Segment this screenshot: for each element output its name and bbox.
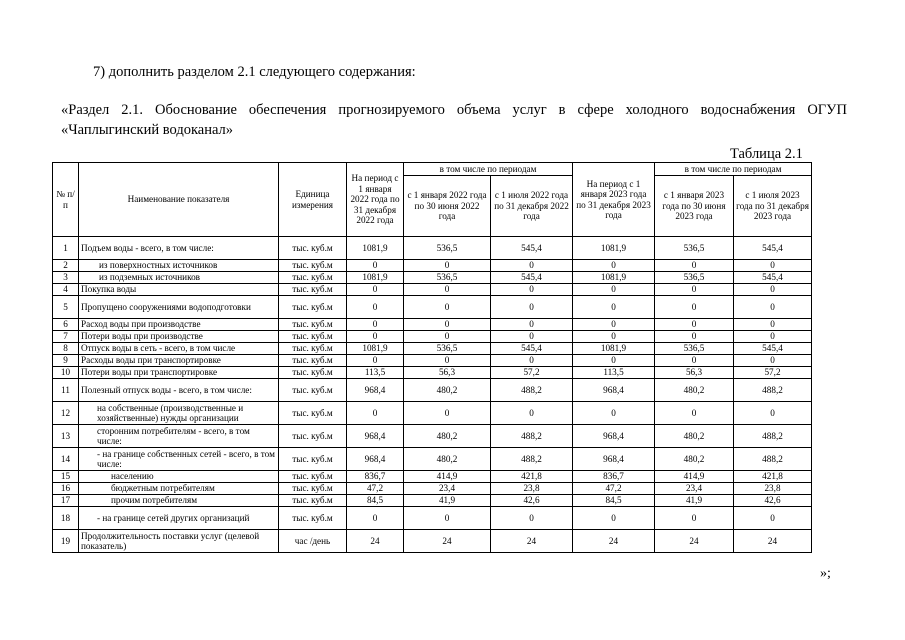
row-value: 56,3 [655,367,734,379]
row-value: 24 [491,530,573,553]
section-word: в [558,102,566,118]
row-unit: тыс. куб.м [279,425,347,448]
table-row [53,425,812,448]
section-word: «Раздел [61,102,110,118]
row-value: 536,5 [655,343,734,355]
row-value: 488,2 [734,379,812,402]
row-number: 7 [53,331,79,343]
row-unit: тыс. куб.м [279,260,347,272]
row-value: 414,9 [404,471,491,483]
row-name: населению [79,471,279,483]
row-number: 11 [53,379,79,402]
row-number: 3 [53,272,79,284]
row-value: 545,4 [491,237,573,260]
row-unit: тыс. куб.м [279,319,347,331]
row-value: 536,5 [404,237,491,260]
row-value: 0 [491,402,573,425]
row-number: 2 [53,260,79,272]
header-period-2022: На период с 1 января 2022 года по 31 декабря 2022 года [347,163,404,237]
row-number: 17 [53,495,79,507]
row-name: сторонним потребителям - всего, в том числе: [79,425,279,448]
row-value: 0 [491,355,573,367]
row-value: 0 [573,355,655,367]
row-value: 0 [573,402,655,425]
header-name: Наименование показателя [79,163,279,237]
row-value: 0 [734,260,812,272]
row-number: 9 [53,355,79,367]
row-value: 0 [655,331,734,343]
row-value: 968,4 [347,425,404,448]
table-row [53,495,812,507]
row-unit: тыс. куб.м [279,402,347,425]
row-value: 0 [573,284,655,296]
row-value: 968,4 [573,425,655,448]
row-name: Подъем воды - всего, в том числе: [79,237,279,260]
section-heading [61,100,847,140]
row-value: 421,8 [491,471,573,483]
row-number: 19 [53,530,79,553]
row-value: 488,2 [734,448,812,471]
row-value: 1081,9 [573,343,655,355]
row-value: 0 [491,260,573,272]
header-incl-2023: в том числе по периодам [655,163,812,176]
row-number: 8 [53,343,79,355]
row-value: 47,2 [347,483,404,495]
row-unit: тыс. куб.м [279,367,347,379]
row-value: 23,4 [655,483,734,495]
row-value: 24 [734,530,812,553]
row-unit: час /день [279,530,347,553]
section-word: холодного [625,102,689,118]
header-h1-2022: с 1 января 2022 года по 30 июня 2022 года [404,176,491,237]
row-value: 488,2 [734,425,812,448]
table-row [53,367,812,379]
row-unit: тыс. куб.м [279,237,347,260]
row-value: 0 [734,284,812,296]
row-value: 0 [655,507,734,530]
row-value: 0 [491,319,573,331]
row-value: 0 [404,296,491,319]
row-value: 1081,9 [573,237,655,260]
table-row [53,284,812,296]
row-name: Потери воды при производстве [79,331,279,343]
row-unit: тыс. куб.м [279,296,347,319]
table-row [53,343,812,355]
row-value: 480,2 [404,379,491,402]
table-row [53,319,812,331]
row-value: 0 [491,507,573,530]
row-name: Расходы воды при транспортировке [79,355,279,367]
row-value: 0 [347,507,404,530]
row-name: Продолжительность поставки услуг (целевой показатель) [79,530,279,553]
row-name: из подземных источников [79,272,279,284]
row-value: 1081,9 [573,272,655,284]
row-value: 545,4 [491,343,573,355]
row-value: 0 [734,296,812,319]
row-value: 0 [404,284,491,296]
row-unit: тыс. куб.м [279,495,347,507]
row-value: 480,2 [655,448,734,471]
row-unit: тыс. куб.м [279,272,347,284]
row-name: Полезный отпуск воды - всего, в том числе: [79,379,279,402]
section-heading-line1 [61,100,847,120]
header-period-2023: На период с 1 января 2023 года по 31 декабря 2023 года [573,163,655,237]
row-value: 0 [347,284,404,296]
row-value: 0 [573,260,655,272]
row-value: 0 [655,355,734,367]
row-value: 0 [655,319,734,331]
row-value: 545,4 [734,272,812,284]
row-number: 12 [53,402,79,425]
row-value: 0 [734,402,812,425]
row-value: 0 [573,319,655,331]
row-number: 4 [53,284,79,296]
row-value: 56,3 [404,367,491,379]
row-unit: тыс. куб.м [279,355,347,367]
row-number: 18 [53,507,79,530]
row-name: Отпуск воды в сеть - всего, в том числе [79,343,279,355]
row-number: 16 [53,483,79,495]
section-word: прогнозируемого [338,102,445,118]
row-unit: тыс. куб.м [279,471,347,483]
row-value: 0 [573,296,655,319]
row-value: 480,2 [655,425,734,448]
row-value: 0 [404,319,491,331]
row-name: Покупка воды [79,284,279,296]
row-value: 0 [734,355,812,367]
section-word: обеспечения [248,102,327,118]
row-value: 0 [347,260,404,272]
row-name: Пропущено сооружениями водоподготовки [79,296,279,319]
row-value: 0 [491,284,573,296]
table-row [53,296,812,319]
row-value: 0 [655,402,734,425]
row-number: 13 [53,425,79,448]
row-value: 0 [491,296,573,319]
header-h2-2022: с 1 июля 2022 года по 31 декабря 2022 года [491,176,573,237]
row-value: 0 [573,507,655,530]
row-value: 0 [347,319,404,331]
row-name: - на границе собственных сетей - всего, в том числе: [79,448,279,471]
row-value: 42,6 [734,495,812,507]
row-value: 24 [655,530,734,553]
row-value: 480,2 [404,448,491,471]
row-value: 0 [734,319,812,331]
row-value: 0 [404,331,491,343]
row-unit: тыс. куб.м [279,331,347,343]
table-row [53,272,812,284]
row-unit: тыс. куб.м [279,507,347,530]
table-row [53,355,812,367]
row-unit: тыс. куб.м [279,284,347,296]
row-value: 488,2 [491,448,573,471]
row-name: на собственные (производственные и хозяйственные) нужды организации [79,402,279,425]
table-row [53,530,812,553]
row-value: 0 [734,331,812,343]
row-value: 1081,9 [347,237,404,260]
row-value: 57,2 [734,367,812,379]
row-value: 968,4 [347,379,404,402]
row-value: 0 [347,331,404,343]
table-row [53,507,812,530]
row-value: 113,5 [347,367,404,379]
section-word: ОГУП [807,102,847,118]
row-value: 24 [573,530,655,553]
row-number: 6 [53,319,79,331]
header-num: № п/п [53,163,79,237]
header-h1-2023: с 1 января 2023 года по 30 июня 2023 года [655,176,734,237]
row-name: Потери воды при транспортировке [79,367,279,379]
row-name: прочим потребителям [79,495,279,507]
row-number: 14 [53,448,79,471]
row-value: 545,4 [734,237,812,260]
row-unit: тыс. куб.м [279,343,347,355]
table-row [53,448,812,471]
row-name: - на границе сетей других организаций [79,507,279,530]
row-value: 24 [404,530,491,553]
table-row [53,402,812,425]
row-value: 0 [404,355,491,367]
row-value: 1081,9 [347,272,404,284]
row-value: 47,2 [573,483,655,495]
section-word: водоснабжения [700,102,796,118]
row-value: 0 [491,331,573,343]
row-value: 480,2 [655,379,734,402]
row-value: 0 [573,331,655,343]
table-body [53,237,812,553]
row-value: 0 [347,355,404,367]
row-number: 1 [53,237,79,260]
row-name: Расход воды при производстве [79,319,279,331]
row-value: 0 [734,507,812,530]
row-value: 536,5 [655,237,734,260]
row-value: 0 [655,260,734,272]
table-row [53,471,812,483]
header-h2-2023: с 1 июля 2023 года по 31 декабря 2023 года [734,176,812,237]
row-value: 0 [655,284,734,296]
intro-paragraph: 7) дополнить разделом 2.1 следующего содержания: [93,64,416,80]
row-value: 836,7 [573,471,655,483]
row-value: 0 [347,296,404,319]
row-value: 536,5 [655,272,734,284]
row-value: 536,5 [404,272,491,284]
row-unit: тыс. куб.м [279,379,347,402]
row-name: бюджетным потребителям [79,483,279,495]
table-row [53,483,812,495]
table-label: Таблица 2.1 [730,146,803,162]
section-word: Обоснование [154,102,237,118]
row-unit: тыс. куб.м [279,483,347,495]
header-incl-2022: в том числе по периодам [404,163,573,176]
row-value: 23,4 [404,483,491,495]
row-value: 968,4 [573,448,655,471]
row-number: 10 [53,367,79,379]
row-value: 57,2 [491,367,573,379]
row-value: 545,4 [734,343,812,355]
section-heading-line2: «Чаплыгинский водоканал» [61,122,234,138]
section-word: сфере [577,102,614,118]
row-value: 0 [655,296,734,319]
row-value: 113,5 [573,367,655,379]
row-value: 488,2 [491,379,573,402]
row-value: 968,4 [573,379,655,402]
row-value: 414,9 [655,471,734,483]
row-value: 24 [347,530,404,553]
row-value: 0 [404,260,491,272]
row-value: 41,9 [404,495,491,507]
row-value: 545,4 [491,272,573,284]
row-value: 84,5 [347,495,404,507]
table-row [53,237,812,260]
row-value: 968,4 [347,448,404,471]
row-value: 0 [404,402,491,425]
table-row [53,331,812,343]
table-row [53,379,812,402]
row-value: 0 [404,507,491,530]
row-value: 836,7 [347,471,404,483]
row-value: 480,2 [404,425,491,448]
row-number: 5 [53,296,79,319]
row-value: 421,8 [734,471,812,483]
row-value: 41,9 [655,495,734,507]
section-word: услуг [512,102,547,118]
row-value: 42,6 [491,495,573,507]
row-value: 23,8 [734,483,812,495]
row-name: из поверхностных источников [79,260,279,272]
section-word: 2.1. [121,102,143,118]
closing-quote: »; [820,566,831,581]
row-value: 488,2 [491,425,573,448]
row-value: 23,8 [491,483,573,495]
row-value: 536,5 [404,343,491,355]
section-word: объема [456,102,501,118]
row-value: 1081,9 [347,343,404,355]
water-supply-table [52,162,812,553]
row-number: 15 [53,471,79,483]
header-unit: Единица измерения [279,163,347,237]
row-value: 0 [347,402,404,425]
table-row [53,260,812,272]
row-unit: тыс. куб.м [279,448,347,471]
row-value: 84,5 [573,495,655,507]
